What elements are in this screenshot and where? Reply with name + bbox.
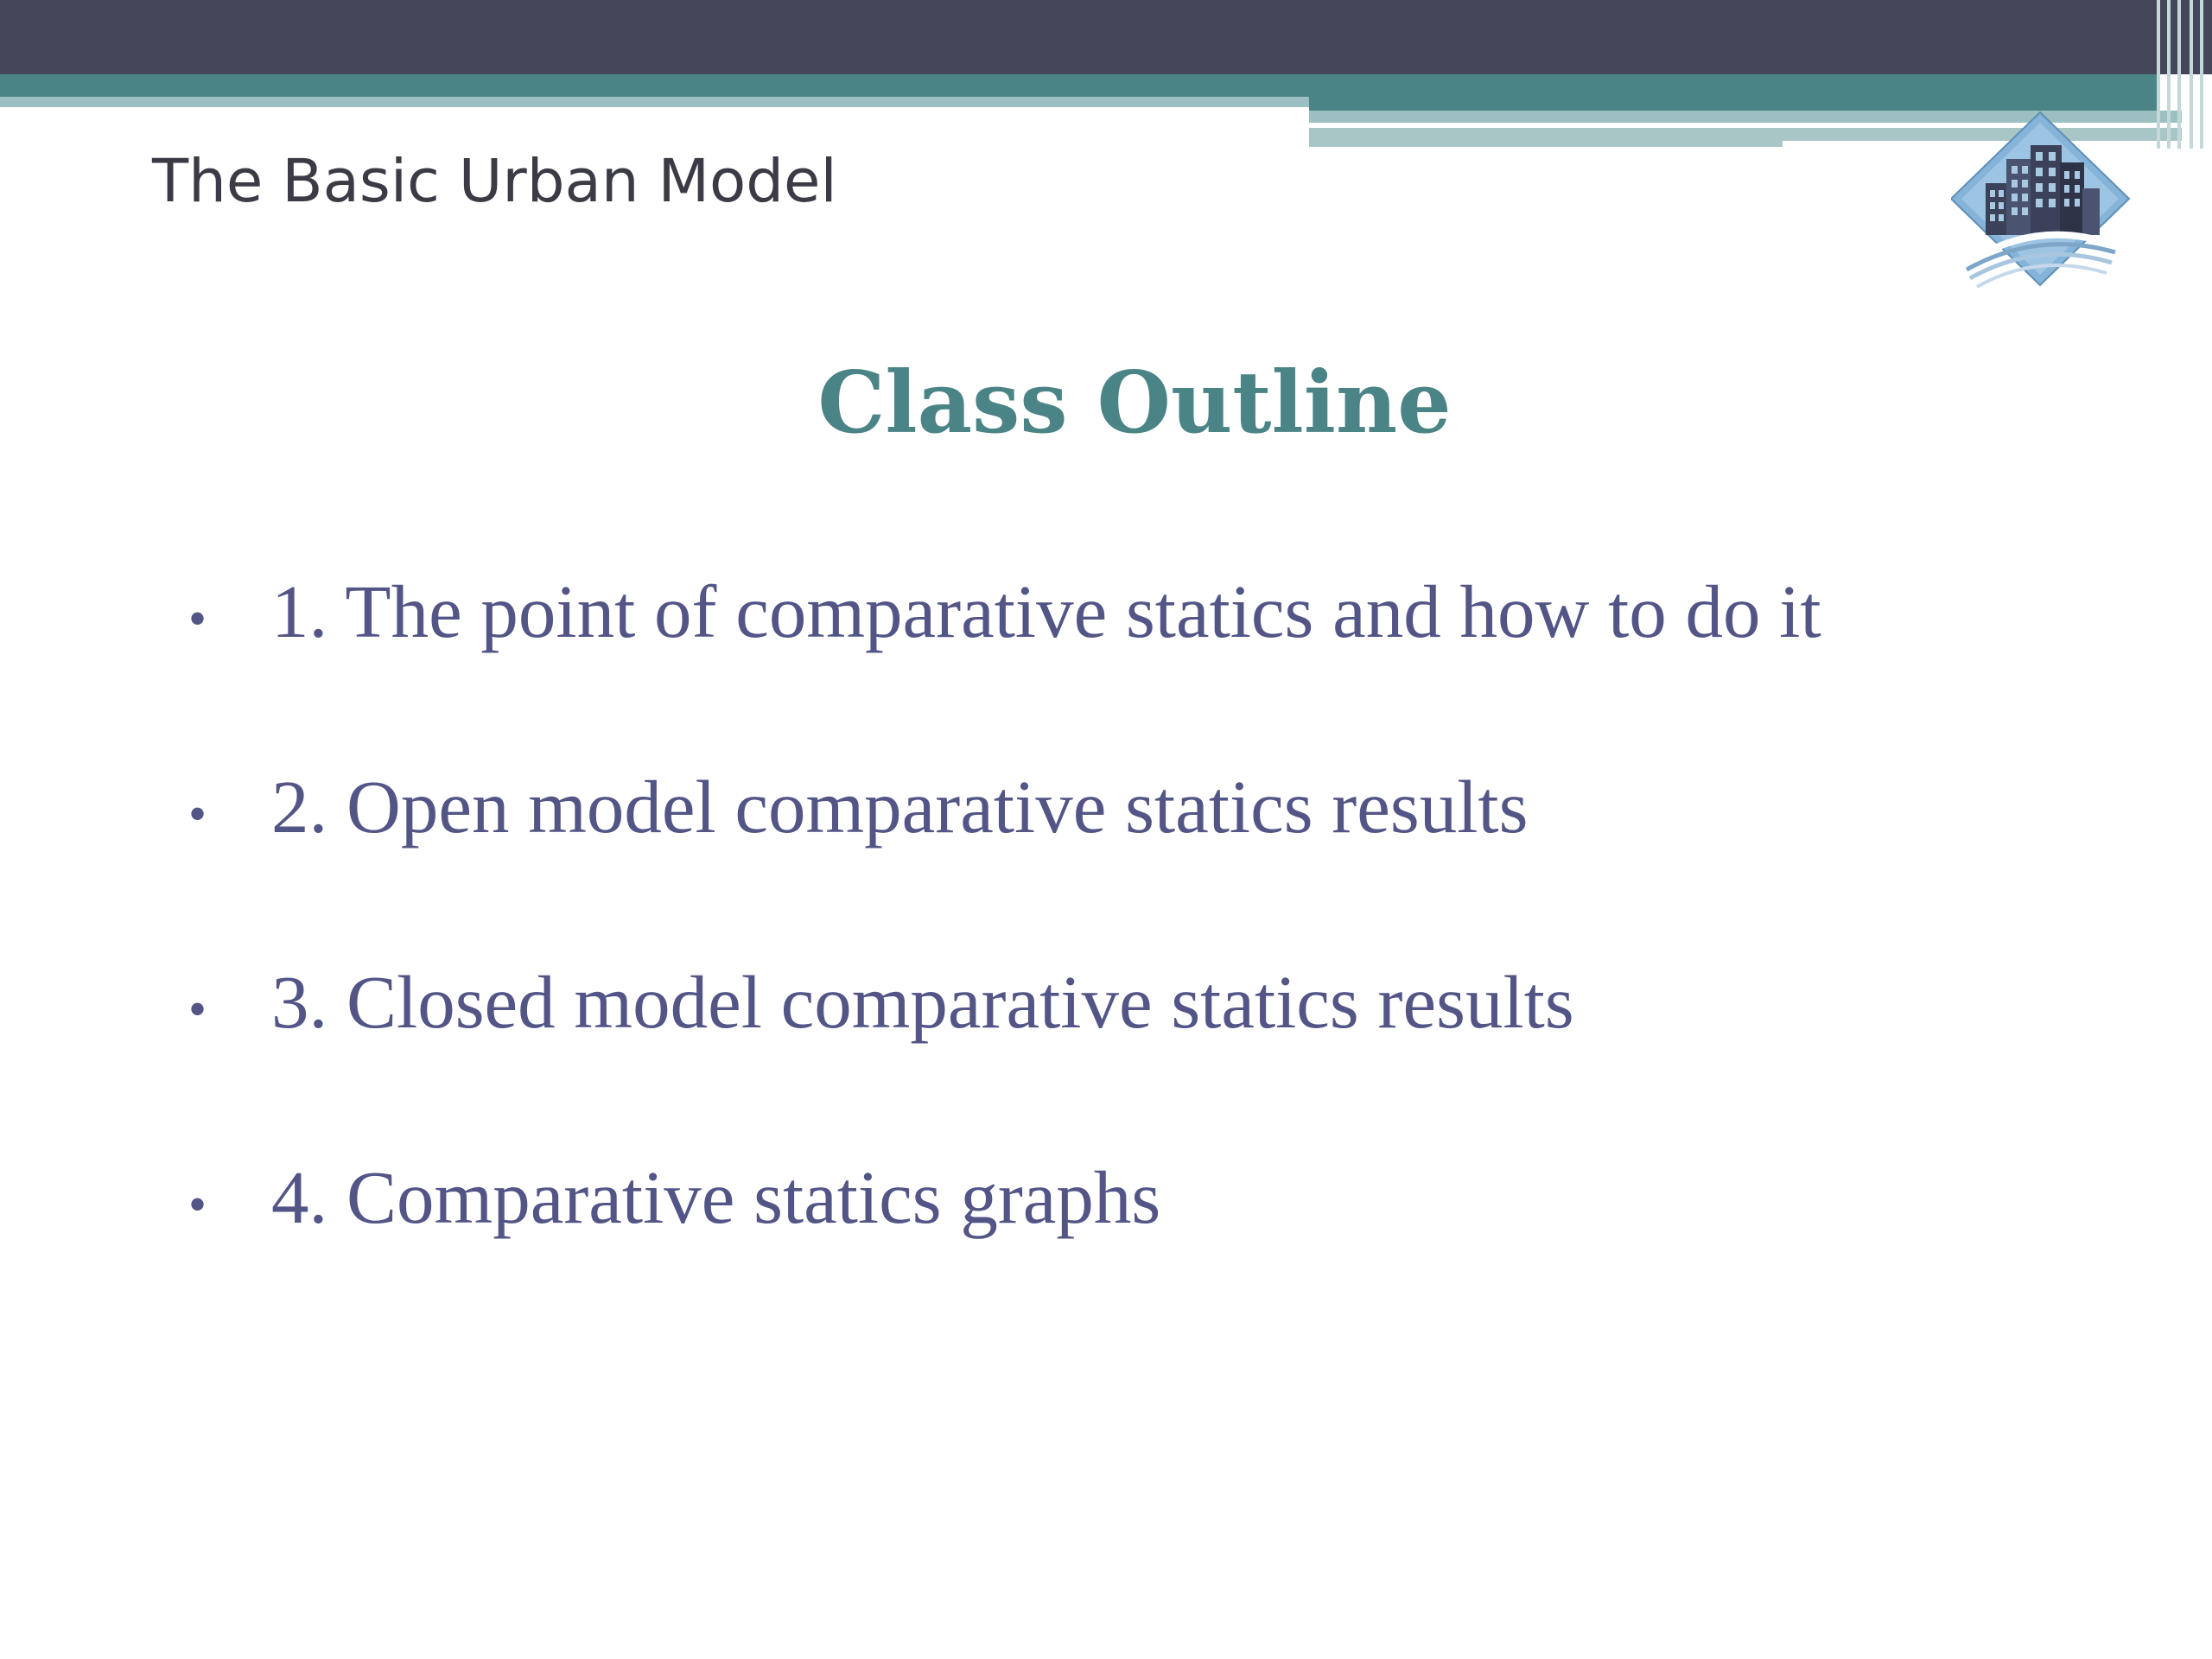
- list-item: [188, 765, 2176, 864]
- bullet-icon: •: [188, 590, 207, 647]
- bullet-text: 4. Comparative statics graphs: [271, 1155, 1161, 1239]
- bullet-icon: •: [188, 1176, 207, 1233]
- bullet-text: 2. Open model comparative statics results: [271, 765, 1529, 849]
- bullet-text: 3. Closed model comparative statics results: [271, 960, 1574, 1044]
- header-title: The Basic Urban Model: [152, 147, 837, 216]
- bullet-icon: •: [188, 785, 207, 842]
- list-item: [188, 960, 2176, 1059]
- list-item: [188, 1155, 2176, 1255]
- slide-title: Class Outline: [817, 353, 1452, 453]
- bullet-text: 1. The point of comparative statics and how to do it: [271, 569, 1821, 653]
- list-item: [188, 569, 2176, 669]
- bullet-icon: •: [188, 981, 207, 1038]
